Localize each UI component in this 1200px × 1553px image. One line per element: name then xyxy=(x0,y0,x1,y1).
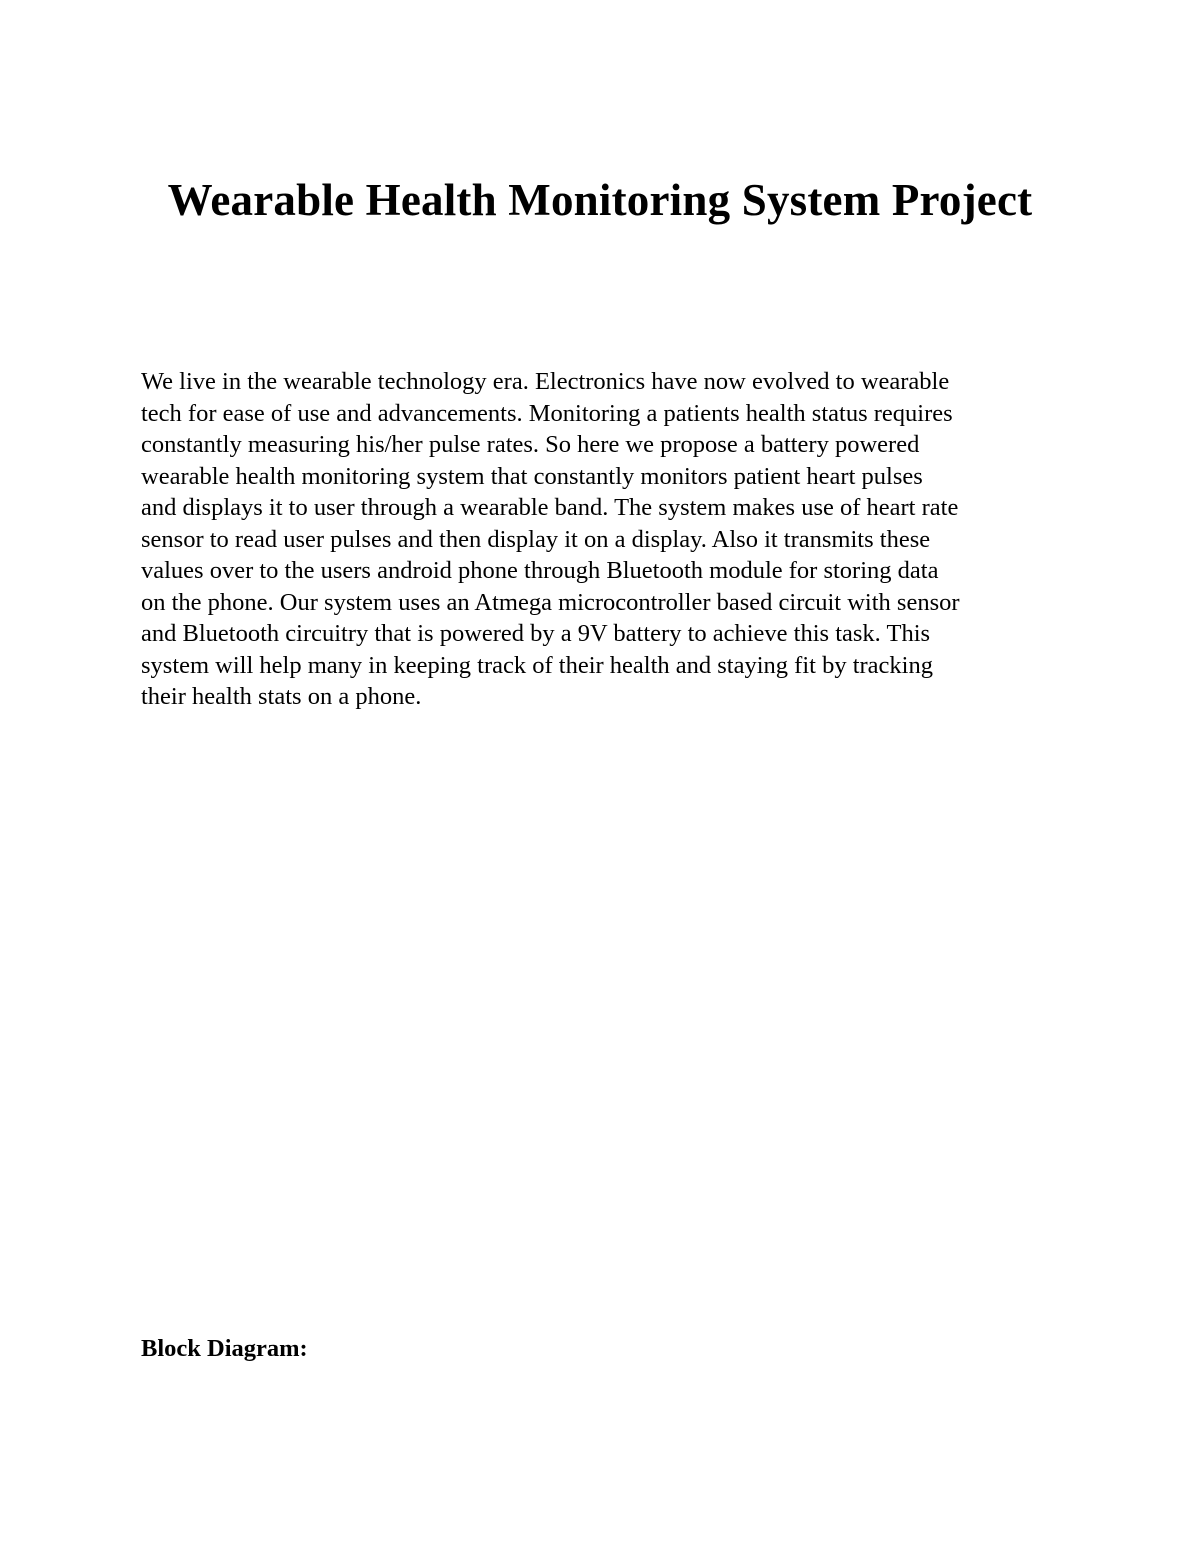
paragraph-line: on the phone. Our system uses an Atmega microcontroller based circuit with sensor xyxy=(141,588,960,616)
paragraph-line: We live in the wearable technology era. Electronics have now evolved to wearable xyxy=(141,368,950,395)
paragraph-line: system will help many in keeping track of their health and staying fit by tracking xyxy=(141,651,933,679)
paragraph-line: and Bluetooth circuitry that is powered by a 9V battery to achieve this task. This xyxy=(141,620,931,647)
paragraph-line: sensor to read user pulses and then display it on a display. Also it transmits these xyxy=(141,525,931,553)
paragraph-line: constantly measuring his/her pulse rates. So here we propose a battery powered xyxy=(141,431,920,458)
document-title: Wearable Health Monitoring System Project xyxy=(167,175,1033,225)
paragraph-line: and displays it to user through a wearable band. The system makes use of heart rate xyxy=(141,494,959,521)
paragraph-line: their health stats on a phone. xyxy=(141,683,422,710)
paragraph-line: tech for ease of use and advancements. Monitoring a patients health status requires xyxy=(141,399,953,427)
paragraph-line: wearable health monitoring system that constantly monitors patient heart pulses xyxy=(141,462,923,490)
paragraph-line: values over to the users android phone through Bluetooth module for storing data xyxy=(141,557,939,584)
intro-paragraph xyxy=(141,366,1071,713)
block-diagram-heading: Block Diagram: xyxy=(141,1335,308,1362)
